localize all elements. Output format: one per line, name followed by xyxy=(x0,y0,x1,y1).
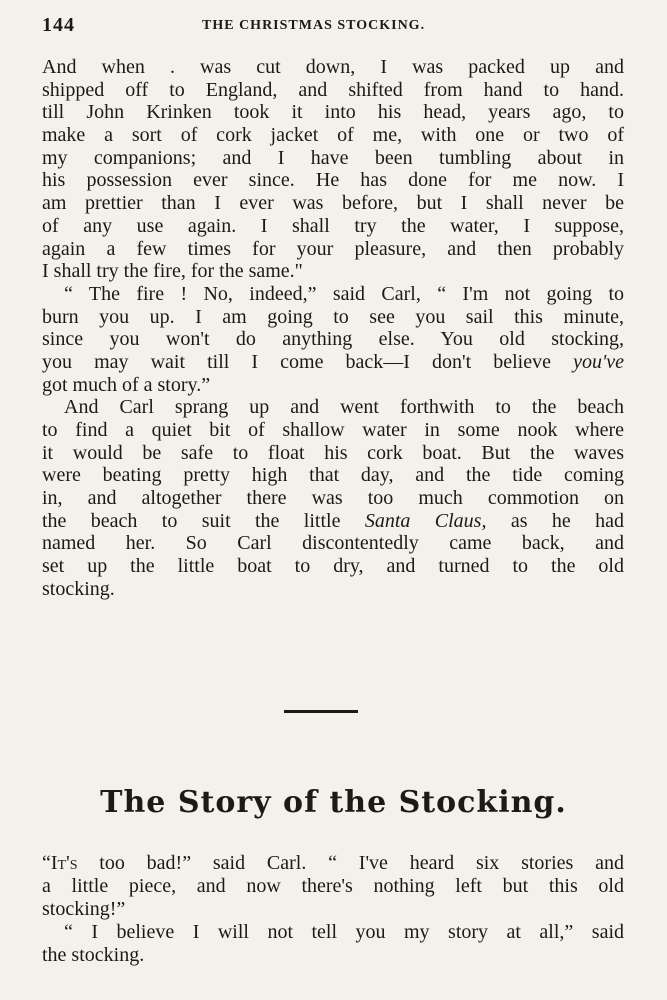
text-line: am prettier than I ever was before, but I shall never be xyxy=(42,192,624,215)
italic-word: you've xyxy=(573,350,624,373)
text-line: got much of a story.” xyxy=(42,373,211,396)
italic-name: Santa Claus, xyxy=(364,509,487,532)
text-line: my companions; and I have been tumbling about in xyxy=(42,146,624,169)
page-header xyxy=(42,14,622,42)
text-line: to find a quiet bit of shallow water in some nook where xyxy=(42,419,624,441)
text-line: “ The fire ! No, indeed,” said Carl, “ I'm not going to xyxy=(64,282,624,305)
text-line: shipped off to England, and shifted from hand to hand. xyxy=(42,78,624,101)
text-line: “ I believe I will not tell you my story at all,” said xyxy=(64,921,624,943)
text-line: And when . was cut down, I was packed up and xyxy=(42,56,624,78)
running-head: THE CHRISTMAS STOCKING. xyxy=(202,18,426,33)
chapter-title: The Story of the Stocking. xyxy=(100,785,567,820)
text-line: stocking. xyxy=(42,577,115,600)
text-line: make a sort of cork jacket of me, with one or two of xyxy=(42,124,624,147)
text-line: set up the little boat to dry, and turned to the old xyxy=(42,555,624,578)
text-line: again a few times for your pleasure, and then probably xyxy=(42,237,624,260)
text-line: his possession ever since. He has done for me now. I xyxy=(42,169,624,192)
body-text xyxy=(42,56,624,601)
section-divider xyxy=(284,710,358,713)
text-line: the stocking. xyxy=(42,944,145,966)
text-line xyxy=(42,852,624,875)
page-number: 144 xyxy=(42,14,75,36)
text-line: stocking!” xyxy=(42,898,126,920)
text-line-with-italic xyxy=(42,351,624,374)
text-span: the beach to suit the little xyxy=(42,509,341,532)
small-caps-text: t's xyxy=(57,852,78,874)
text-line: And Carl sprang up and went forthwith to the beach xyxy=(64,396,624,419)
text-span: you may wait till I come back—I don't believe xyxy=(42,350,551,373)
text-span: “I xyxy=(42,852,58,874)
text-line: in, and altogether there was too much commotion on xyxy=(42,487,624,510)
text-line: a little piece, and now there's nothing left but this old xyxy=(42,875,624,897)
text-line: named her. So Carl discontentedly came back, and xyxy=(42,532,624,555)
text-line: till John Krinken took it into his head, years ago, to xyxy=(42,101,624,124)
text-line: it would be safe to float his cork boat. But the waves xyxy=(42,441,624,464)
text-line: since you won't do anything else. You old stocking, xyxy=(42,328,624,351)
chapter-text xyxy=(42,852,624,967)
text-line: burn you up. I am going to see you sail this minute, xyxy=(42,305,624,328)
text-line: were beating pretty high that day, and the tide coming xyxy=(42,464,624,487)
text-span: as he had xyxy=(486,509,624,532)
text-line: of any use again. I shall try the water, I suppose, xyxy=(42,214,624,237)
text-line-with-italic xyxy=(42,510,624,533)
text-span: too bad!” said Carl. “ I've heard six stories and xyxy=(77,852,624,874)
text-line: I shall try the fire, for the same." xyxy=(42,260,303,283)
